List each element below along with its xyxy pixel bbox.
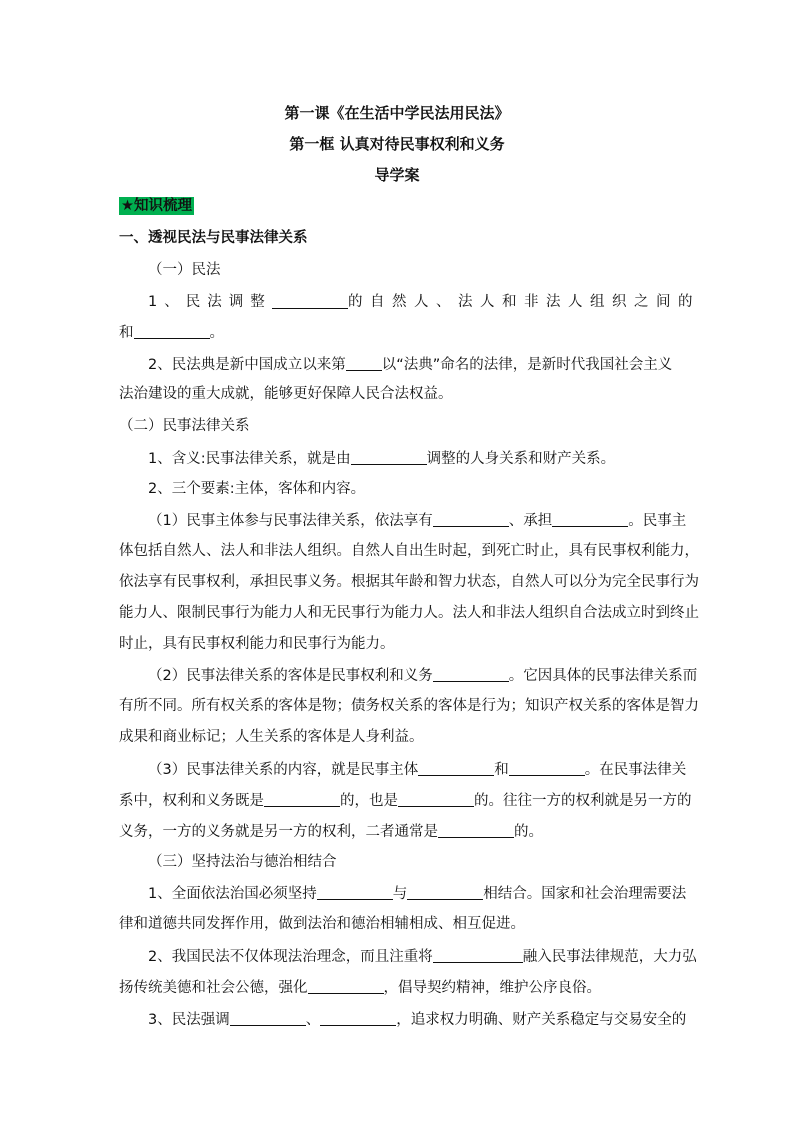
para-9-line-1 (148, 946, 697, 967)
subheading-rule-of-law: （三）坚持法治与德治相结合 (148, 854, 337, 870)
para-4: 2、三个要素:主体，客体和内容。 (148, 481, 366, 497)
para-7-text-d: 系中，权利和义务既是 (119, 793, 264, 809)
para-1-line-1 (148, 292, 700, 312)
para-2-line-1 (148, 354, 672, 375)
fill-blank[interactable] (552, 510, 628, 527)
para-9-text-c: 扬传统美德和社会公德，强化 (119, 980, 308, 996)
para-5-line-1 (148, 510, 686, 531)
fill-blank[interactable] (230, 1009, 306, 1026)
para-7-text-c: 。在民事法律关 (584, 762, 687, 778)
para-9-text-d: ，倡导契约精神，维护公序良俗。 (383, 980, 601, 996)
para-5-line-2: 体包括自然人、法人和非法人组织。自然人自出生时起，到死亡时止，具有民事权利能力， (119, 543, 699, 559)
fill-blank[interactable] (407, 883, 483, 900)
para-5-text-c: 。民事主 (628, 513, 687, 529)
para-5-line-3: 依法享有民事权利，承担民事义务。根据其年龄和智力状态，自然人可以分为完全民事行为 (119, 574, 699, 590)
para-10-text-a: 3、民法强调 (148, 1012, 230, 1028)
para-6-line-2: 有所不同。所有权关系的客体是物；债务权关系的客体是行为；知识产权关系的客体是智力 (119, 698, 699, 714)
para-8-line-1 (148, 883, 686, 904)
para-7-text-a: （3）民事法律关系的内容，就是民事主体 (148, 762, 419, 778)
knowledge-badge-label: ★知识梳理 (121, 198, 192, 214)
para-10-text-c: ，追求权力明确、财产关系稳定与交易安全的 (396, 1012, 687, 1028)
para-9-text-a: 2、我国民法不仅体现法治理念，而且注重将 (148, 949, 433, 965)
fill-blank[interactable] (433, 510, 509, 527)
para-8-line-2: 律和道德共同发挥作用，做到法治和德治相辅相成、相互促进。 (119, 916, 525, 932)
guide-title: 导学案 (374, 166, 420, 184)
para-7-text-f: 的。往往一方的权利就是另一方的 (474, 793, 692, 809)
para-7-line-2 (119, 790, 692, 811)
fill-blank[interactable] (264, 790, 340, 807)
para-9-line-2 (119, 977, 601, 998)
para-6-text-a: （2）民事法律关系的客体是民事权利和义务 (148, 668, 433, 684)
heading-one: 一、透视民法与民事法律关系 (119, 230, 308, 246)
fill-blank[interactable] (308, 977, 384, 994)
para-1-text-c: 和 (119, 325, 134, 341)
para-5-line-4: 能力人、限制民事行为能力人和无民事行为能力人。法人和非法人组织自合法成立时到终止 (119, 605, 699, 621)
fill-blank[interactable] (509, 759, 585, 776)
para-8-text-c: 相结合。国家和社会治理需要法 (483, 886, 687, 902)
para-7-text-g: 义务，一方的义务就是另一方的权利，二者通常是 (119, 824, 438, 840)
para-8-text-a: 1、全面依法治国必须坚持 (148, 886, 317, 902)
para-3-text-b: 调整的人身关系和财产关系。 (426, 451, 616, 467)
para-8-text-b: 与 (392, 886, 408, 902)
knowledge-badge (119, 196, 194, 216)
fill-blank[interactable] (418, 759, 494, 776)
para-2-text-a: 2、民法典是新中国成立以来第 (148, 357, 346, 373)
para-10-text-b: 、 (305, 1012, 321, 1028)
para-2-text-b: 以“法典”命名的法律，是新时代我国社会主义 (381, 357, 673, 373)
para-7-line-3 (119, 821, 543, 842)
para-6-line-3: 成果和商业标记；人生关系的客体是人身利益。 (119, 729, 424, 745)
para-5-text-a: （1）民事主体参与民事法律关系，依法享有 (148, 513, 433, 529)
para-1-text-b: 的自然人、法人和非法人组织之间的 (348, 294, 700, 310)
para-6-text-b: 。它因具体的民事法律关系而 (508, 668, 698, 684)
para-1-line-2 (119, 322, 224, 343)
para-5-line-5: 时止，具有民事权利能力和民事行为能力。 (119, 636, 395, 652)
fill-blank[interactable] (317, 883, 393, 900)
para-10-line-1 (148, 1009, 686, 1030)
para-7-text-b: 和 (494, 762, 509, 778)
lesson-title: 第一课《在生活中学民法用民法》 (284, 104, 510, 122)
para-9-text-b: 融入民事法律规范，大力弘 (522, 949, 697, 965)
para-3 (148, 448, 615, 469)
para-3-text-a: 1、含义:民事法律关系，就是由 (148, 451, 351, 467)
para-7-line-1 (148, 759, 686, 780)
subheading-civil-relation: （二）民事法律关系 (119, 418, 250, 434)
fill-blank[interactable] (351, 448, 427, 465)
para-7-text-e: 的，也是 (340, 793, 398, 809)
section-title: 第一框 认真对待民事权利和义务 (289, 135, 505, 153)
subheading-civil-law: （一）民法 (148, 262, 221, 278)
fill-blank[interactable] (433, 665, 509, 682)
para-5-text-b: 、承担 (508, 513, 553, 529)
para-6-line-1 (148, 665, 697, 686)
fill-blank[interactable] (398, 790, 474, 807)
para-1-text-d: 。 (209, 325, 224, 341)
fill-blank[interactable] (272, 292, 348, 309)
para-7-text-h: 的。 (514, 824, 543, 840)
fill-blank[interactable] (433, 946, 523, 963)
para-2-line-2: 法治建设的重大成就，能够更好保障人民合法权益。 (119, 386, 453, 402)
fill-blank[interactable] (320, 1009, 396, 1026)
fill-blank[interactable] (438, 821, 514, 838)
fill-blank[interactable] (134, 322, 210, 339)
para-1-text-a: 1、民法调整 (148, 294, 272, 310)
fill-blank[interactable] (346, 354, 382, 371)
